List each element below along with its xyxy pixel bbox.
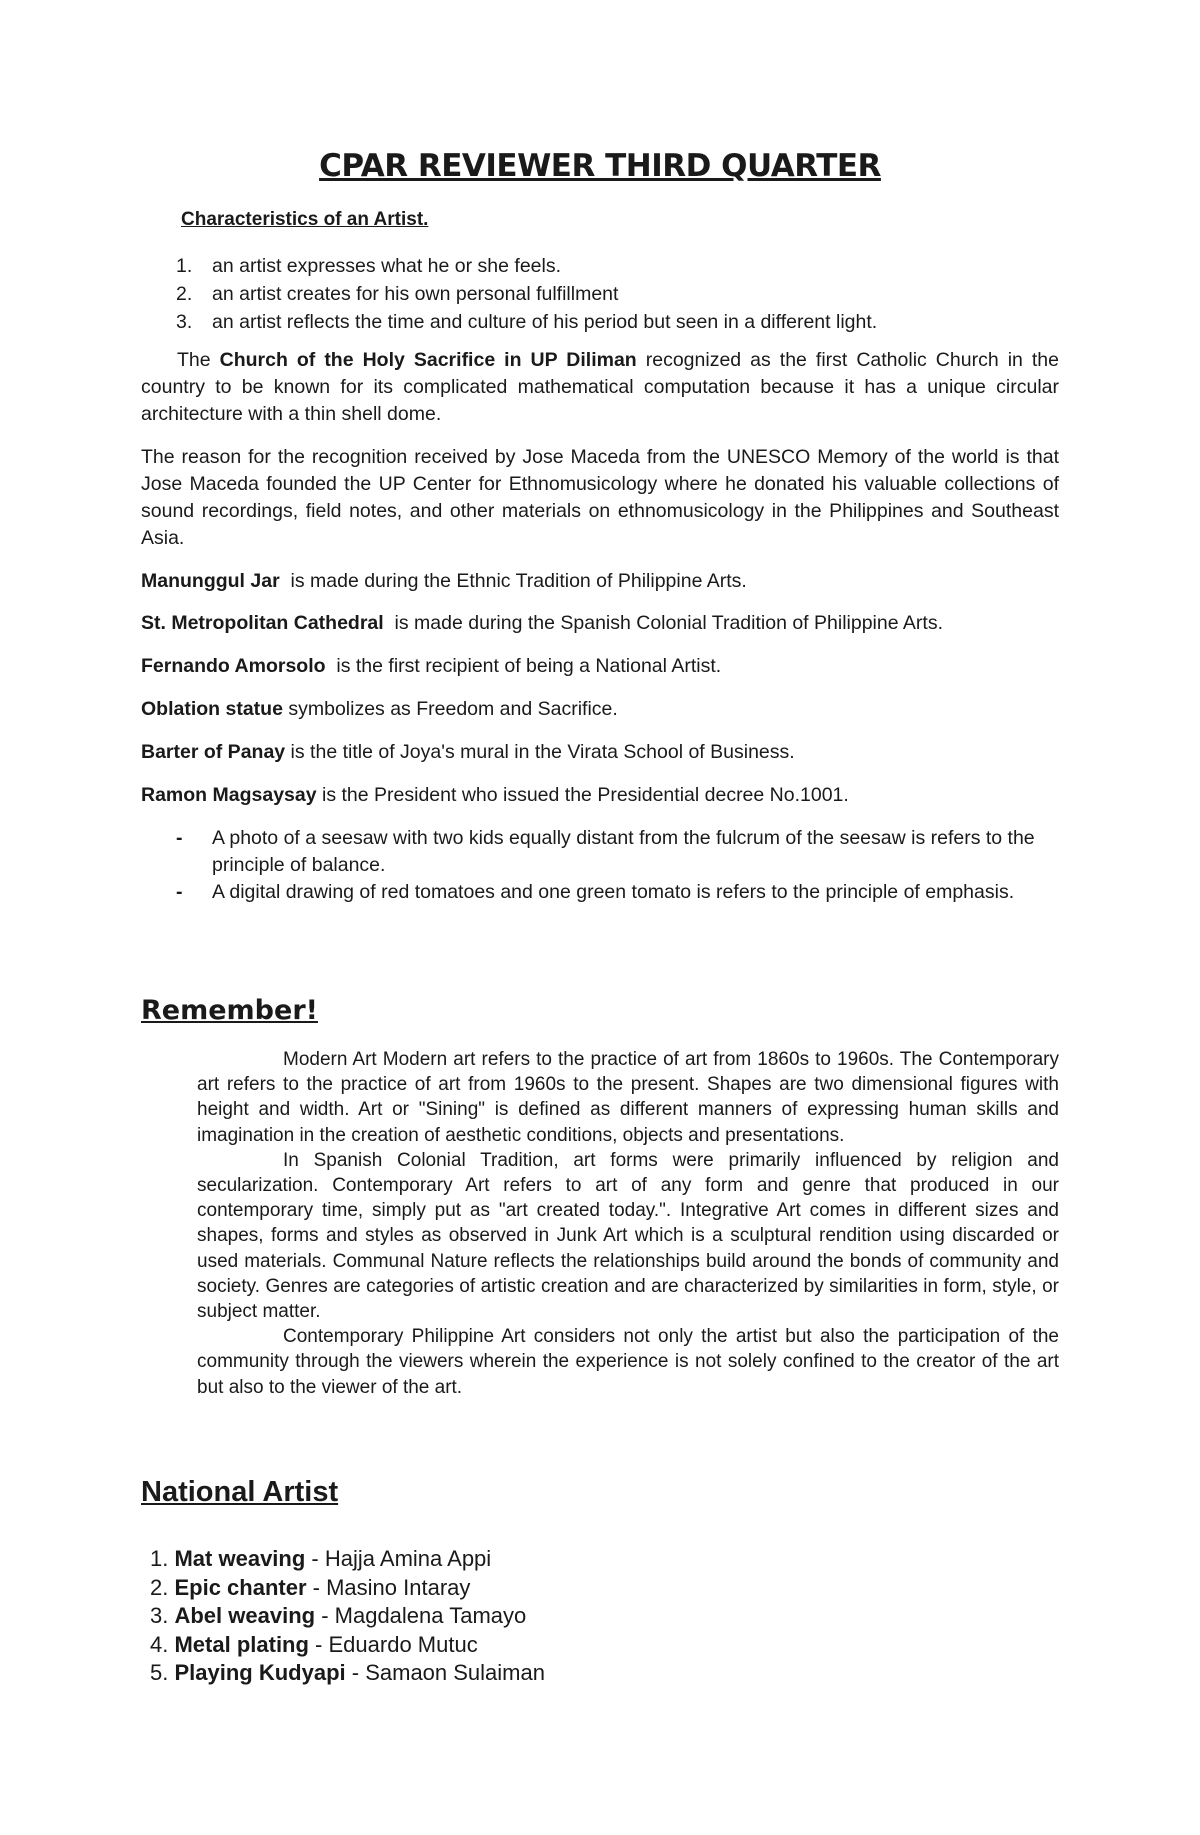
fact-line: Ramon Magsaysay is the President who issued the Presidential decree No.1001. — [141, 784, 849, 806]
list-item: - A digital drawing of red tomatoes and one green tomato is refers to the principle of emphasis. — [176, 881, 1015, 903]
list-item: - A photo of a seesaw with two kids equally distant from the fulcrum of the seesaw is refers to the principle of balance. — [176, 827, 1035, 876]
remember-paragraph: Modern Art Modern art refers to the practice of art from 1860s to 1960s. The Contemporary art refers to the practice of art from 1960s to the present. Shapes are two dimensional figures with height and width. Art or "Sining" is defined as different manners of expressing human skills and imagination in the creation of aesthetic conditions, objects and presentations. — [197, 1049, 1059, 1146]
list-item: 4. Metal plating - Eduardo Mutuc — [150, 1631, 478, 1657]
national-artist-list — [150, 1545, 545, 1688]
fact-line: St. Metropolitan Cathedral is made during the Spanish Colonial Tradition of Philippine Arts. — [141, 612, 944, 634]
list-item: 3. Abel weaving - Magdalena Tamayo — [150, 1603, 527, 1628]
characteristics-list — [176, 252, 877, 336]
remember-paragraph: In Spanish Colonial Tradition, art forms were primarily influenced by religion and secularization. Contemporary Art refers to art of any form and genre that produced in our contemporary time, simply put as "art created today.". Integrative Art comes in different sizes and shapes, forms and styles as observed in Junk Art which is a sculptural rendition using discarded or used materials. Communal Nature reflects the relationships build around the bonds of community and society. Genres are categories of artistic creation and are characterized by similarities in form, style, or subject matter. — [197, 1149, 1059, 1323]
remember-heading: Remember! — [141, 995, 318, 1026]
fact-line: Manunggul Jar is made during the Ethnic Tradition of Philippine Arts. — [141, 570, 747, 592]
characteristics-heading: Characteristics of an Artist. — [181, 209, 429, 230]
list-item: 5. Playing Kudyapi - Samaon Sulaiman — [150, 1660, 545, 1685]
fact-line: Oblation statue symbolizes as Freedom and Sacrifice. — [141, 698, 618, 720]
list-item: 1. an artist expresses what he or she feels. — [176, 255, 562, 277]
remember-paragraph: Contemporary Philippine Art considers not only the artist but also the participation of the community through the viewers wherein the experience is not solely confined to the creator of the art but also to the viewer of the art. — [197, 1326, 1059, 1398]
list-item: 1. Mat weaving - Hajja Amina Appi — [150, 1546, 492, 1571]
principles-list — [172, 825, 1052, 906]
maceda-paragraph: The reason for the recognition received by Jose Maceda from the UNESCO Memory of the world is that Jose Maceda founded the UP Center for Ethnomusicology where he donated his valuable collections of sound recordings, field notes, and other materials on ethnomusicology in the Philippines and Southeast Asia. — [141, 446, 1059, 549]
fact-line: Barter of Panay is the title of Joya's mural in the Virata School of Business. — [141, 741, 795, 763]
remember-section — [197, 1047, 1059, 1400]
national-artist-heading: National Artist — [141, 1476, 339, 1508]
list-item: 2. Epic chanter - Masino Intaray — [150, 1574, 471, 1600]
list-item: 2. an artist creates for his own personal fulfillment — [176, 283, 619, 305]
fact-line: Fernando Amorsolo is the first recipient of being a National Artist. — [141, 655, 722, 677]
page-title: CPAR REVIEWER THIRD QUARTER — [319, 148, 881, 184]
list-item: 3. an artist reflects the time and culture of his period but seen in a different light. — [176, 311, 878, 333]
church-name: Church of the Holy Sacrifice in UP Diliman — [219, 349, 637, 371]
church-paragraph: The Church of the Holy Sacrifice in UP Diliman recognized as the first Catholic Church in the country to be known for its complicated mathematical computation because it has a unique circular architecture with a thin shell dome. — [141, 349, 1059, 425]
